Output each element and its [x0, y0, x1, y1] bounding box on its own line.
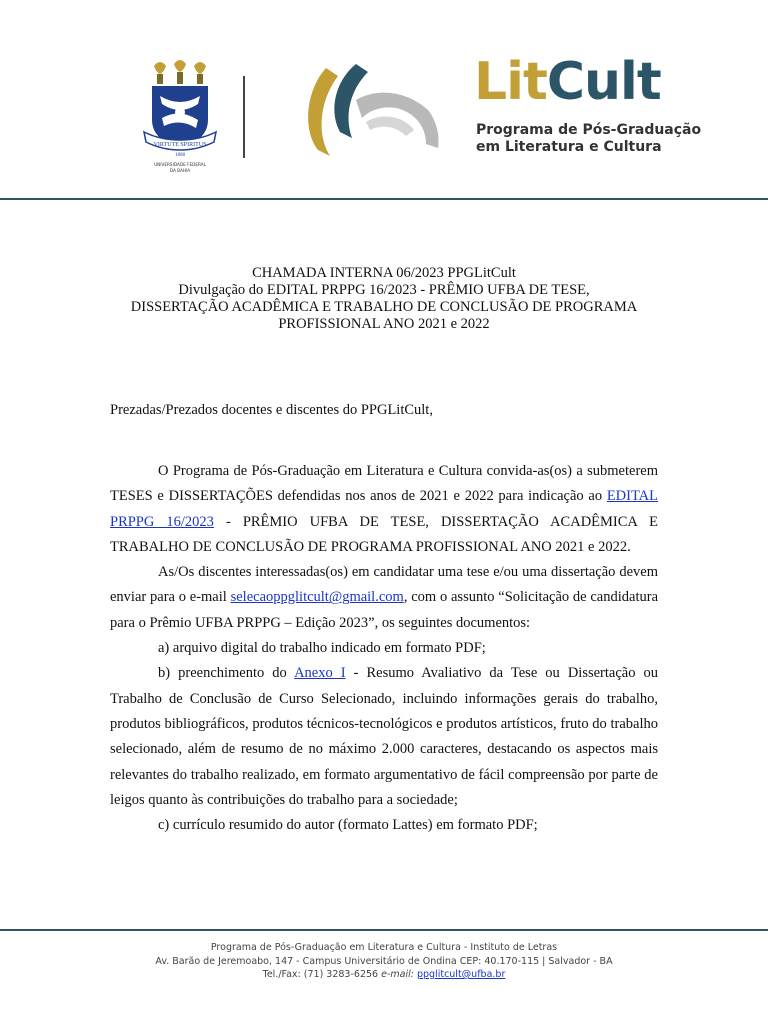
footer-phone: Tel./Fax: (71) 3283-6256 [262, 969, 382, 980]
paragraph-invitation [110, 459, 658, 560]
crest-year: 1808 [175, 153, 185, 158]
crest-motto: VIRTUTE SPIRITUS [153, 142, 207, 148]
header-rule [0, 198, 768, 200]
paragraph-text: O Programa de Pós-Graduação em Literatura e Cultura convida-as(os) a submeterem TESES e DISSERTAÇÕES defendidas nos anos de 2021 e 2022 para indicação ao [110, 463, 658, 505]
title-line1: CHAMADA INTERNA 06/2023 PPGLitCult [252, 265, 516, 281]
list-item-a: a) arquivo digital do trabalho indicado em formato PDF; [158, 640, 486, 657]
list-item-b [110, 661, 658, 813]
document-title [100, 265, 668, 333]
logo-divider [243, 76, 245, 158]
footer-line2: Av. Barão de Jeremoabo, 147 - Campus Universitário de Ondina CEP: 40.170-115 | Salvador - BA [155, 955, 613, 967]
title-line3: DISSERTAÇÃO ACADÊMICA E TRABALHO DE CONCLUSÃO DE PROGRAMA [130, 299, 638, 315]
footer-rule [0, 929, 768, 931]
footer-email-label: e-mail: [381, 969, 414, 980]
litcult-wordmark [474, 52, 661, 112]
crest-caption-line1: UNIVERSIDADE FEDERAL [154, 162, 206, 167]
paragraph-instructions [110, 560, 658, 636]
anexo-link[interactable]: Anexo I [294, 665, 346, 682]
footer-line1: Programa de Pós-Graduação em Literatura e Cultura - Instituto de Letras [210, 942, 558, 953]
list-item-text: - Resumo Avaliativo da Tese ou Dissertação ou Trabalho de Conclusão de Curso Selecionado, incluindo informações gerais do trabalho, produtos bibliográficos, produtos técnicos-tecnológicos e produtos artísticos, fruto do trabalho selecionado, além de resumo de no máximo 2.000 caracteres, destacando os aspectos mais relevantes do trabalho realizado, em formato argumentativo de fácil compreensão por parte de leigos quanto às contribuições do trabalho para a sociedade; [110, 665, 659, 808]
program-name [476, 122, 701, 156]
paragraph-text: As/Os discentes interessadas(os) em candidatar uma tese e/ou uma dissertação devem enviar para o e-mail [110, 564, 658, 606]
title-line4: PROFISSIONAL ANO 2021 e 2022 [278, 316, 490, 332]
list-item-c: c) currículo resumido do autor (formato Lattes) em formato PDF; [158, 817, 538, 834]
footer-line3 [0, 968, 768, 982]
letterhead [0, 0, 768, 200]
footer [0, 941, 768, 982]
ufba-crest-logo [140, 58, 220, 176]
paragraph-text: - PRÊMIO UFBA DE TESE, DISSERTAÇÃO ACADÊMICA E TRABALHO DE CONCLUSÃO DE PROGRAMA PROFISSIONAL ANO 2021 e 2022. [110, 513, 658, 555]
document-body [110, 459, 658, 838]
litcult-swoosh-icon [296, 60, 446, 164]
wordmark-lit: Lit [474, 52, 547, 112]
email-link[interactable]: selecaoppglitcult@gmail.com [230, 589, 404, 606]
footer-email-link[interactable]: ppglitcult@ufba.br [416, 969, 506, 980]
program-name-line2: em Literatura e Cultura [476, 139, 662, 155]
greeting: Prezadas/Prezados docentes e discentes do PPGLitCult, [110, 402, 433, 418]
paragraph-text: , com o assunto “Solicitação de candidatura para o Prêmio UFBA PRPPG – Edição 2023”, os seguintes documentos: [110, 589, 659, 631]
edital-link[interactable]: EDITAL PRPPG 16/2023 [110, 488, 658, 530]
wordmark-cult: Cult [546, 52, 661, 112]
title-line2: Divulgação do EDITAL PRPPG 16/2023 - PRÊMIO UFBA DE TESE, [178, 282, 590, 298]
list-item-text: b) preenchimento do [158, 665, 295, 682]
crest-caption-line2: DA BAHIA [169, 168, 191, 173]
program-name-line1: Programa de Pós-Graduação [476, 122, 702, 138]
